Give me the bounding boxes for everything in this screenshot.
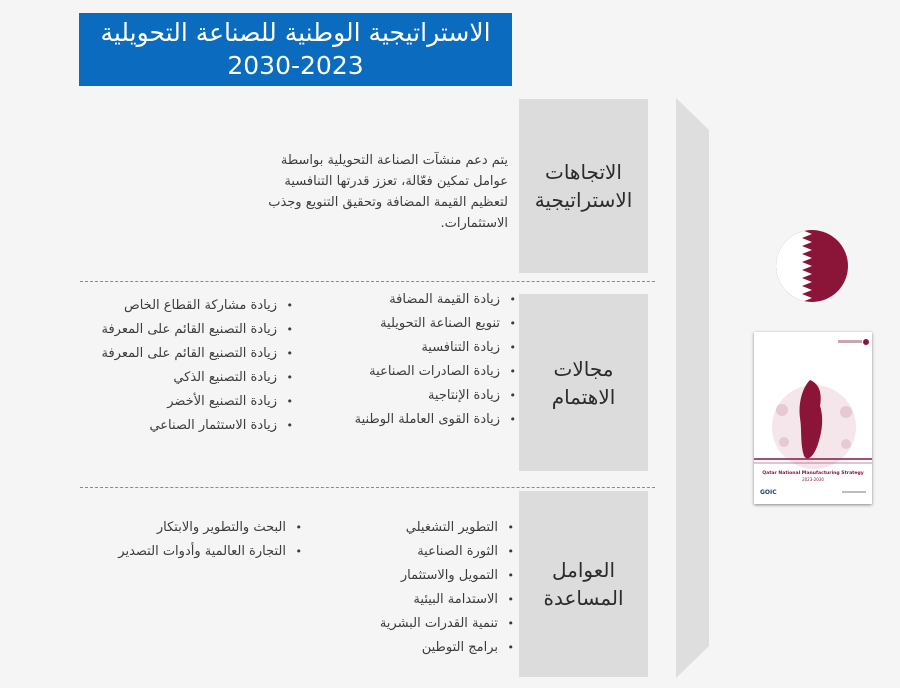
list-item: • زيادة التصنيع الذكي [50,367,277,388]
label-enablers [519,491,648,677]
cover-years: 2023-2030 [802,477,824,482]
list-item: • زيادة القوى العاملة الوطنية [330,409,500,430]
list-item: • زيادة الاستثمار الصناعي [50,415,277,436]
qatar-flag-icon [776,230,848,302]
cover-logo: GOIC [760,489,777,496]
list-item: • زيادة الإنتاجية [330,385,500,406]
list-item: • الثورة الصناعية [340,541,498,562]
list-item: • زيادة مشاركة القطاع الخاص [50,295,277,316]
label-line: الاتجاهات [544,160,622,184]
list-item: • تنويع الصناعة التحويلية [330,313,500,334]
enablers-list-left [100,517,302,565]
list-item: • زيادة التصنيع القائم على المعرفة [50,343,277,364]
label-focus-areas [519,294,648,471]
label-line: العوامل [551,558,616,582]
dashed-divider [80,281,655,282]
dashed-divider [80,487,655,488]
chevron-arrow-shape [676,98,712,678]
strategy-report-cover [754,332,872,504]
strategic-directions-text: يتم دعم منشآت الصناعة التحويلية بواسطة عوامل تمكين فعّالة، تعزز قدرتها التنافسية لتعظيم القيمة المضافة وتحقيق التنويع وجذب الاستثمارات. [268,153,508,231]
list-item: • الاستدامة البيئية [340,589,498,610]
list-item: • زيادة التصنيع الأخضر [50,391,277,412]
label-line: المساعدة [543,586,624,610]
list-item: • برامج التوطين [340,637,498,658]
list-item: • التجارة العالمية وأدوات التصدير [100,541,286,562]
label-strategic-directions [519,99,648,273]
focus-areas-list-left [50,295,293,439]
focus-areas-list-right [330,289,516,433]
cover-title: Qatar National Manufacturing Strategy [762,471,864,476]
enablers-list-right [340,517,514,661]
list-item: • زيادة التنافسية [330,337,500,358]
list-item: • زيادة التصنيع القائم على المعرفة [50,319,277,340]
list-item: • زيادة القيمة المضافة [330,289,500,310]
list-item: • تنمية القدرات البشرية [340,613,498,634]
list-item: • زيادة الصادرات الصناعية [330,361,500,382]
list-item: • التطوير التشغيلي [340,517,498,538]
label-line: مجالات [553,356,614,381]
title-line-2: 2030-2023 [227,51,364,80]
title-line-1: الاستراتيجية الوطنية للصناعة التحويلية [100,18,491,47]
label-line: الاستراتيجية [534,188,633,212]
strategy-title-banner [79,13,512,86]
label-line: الاهتمام [551,384,616,409]
list-item: • البحث والتطوير والابتكار [100,517,286,538]
list-item: • التمويل والاستثمار [340,565,498,586]
